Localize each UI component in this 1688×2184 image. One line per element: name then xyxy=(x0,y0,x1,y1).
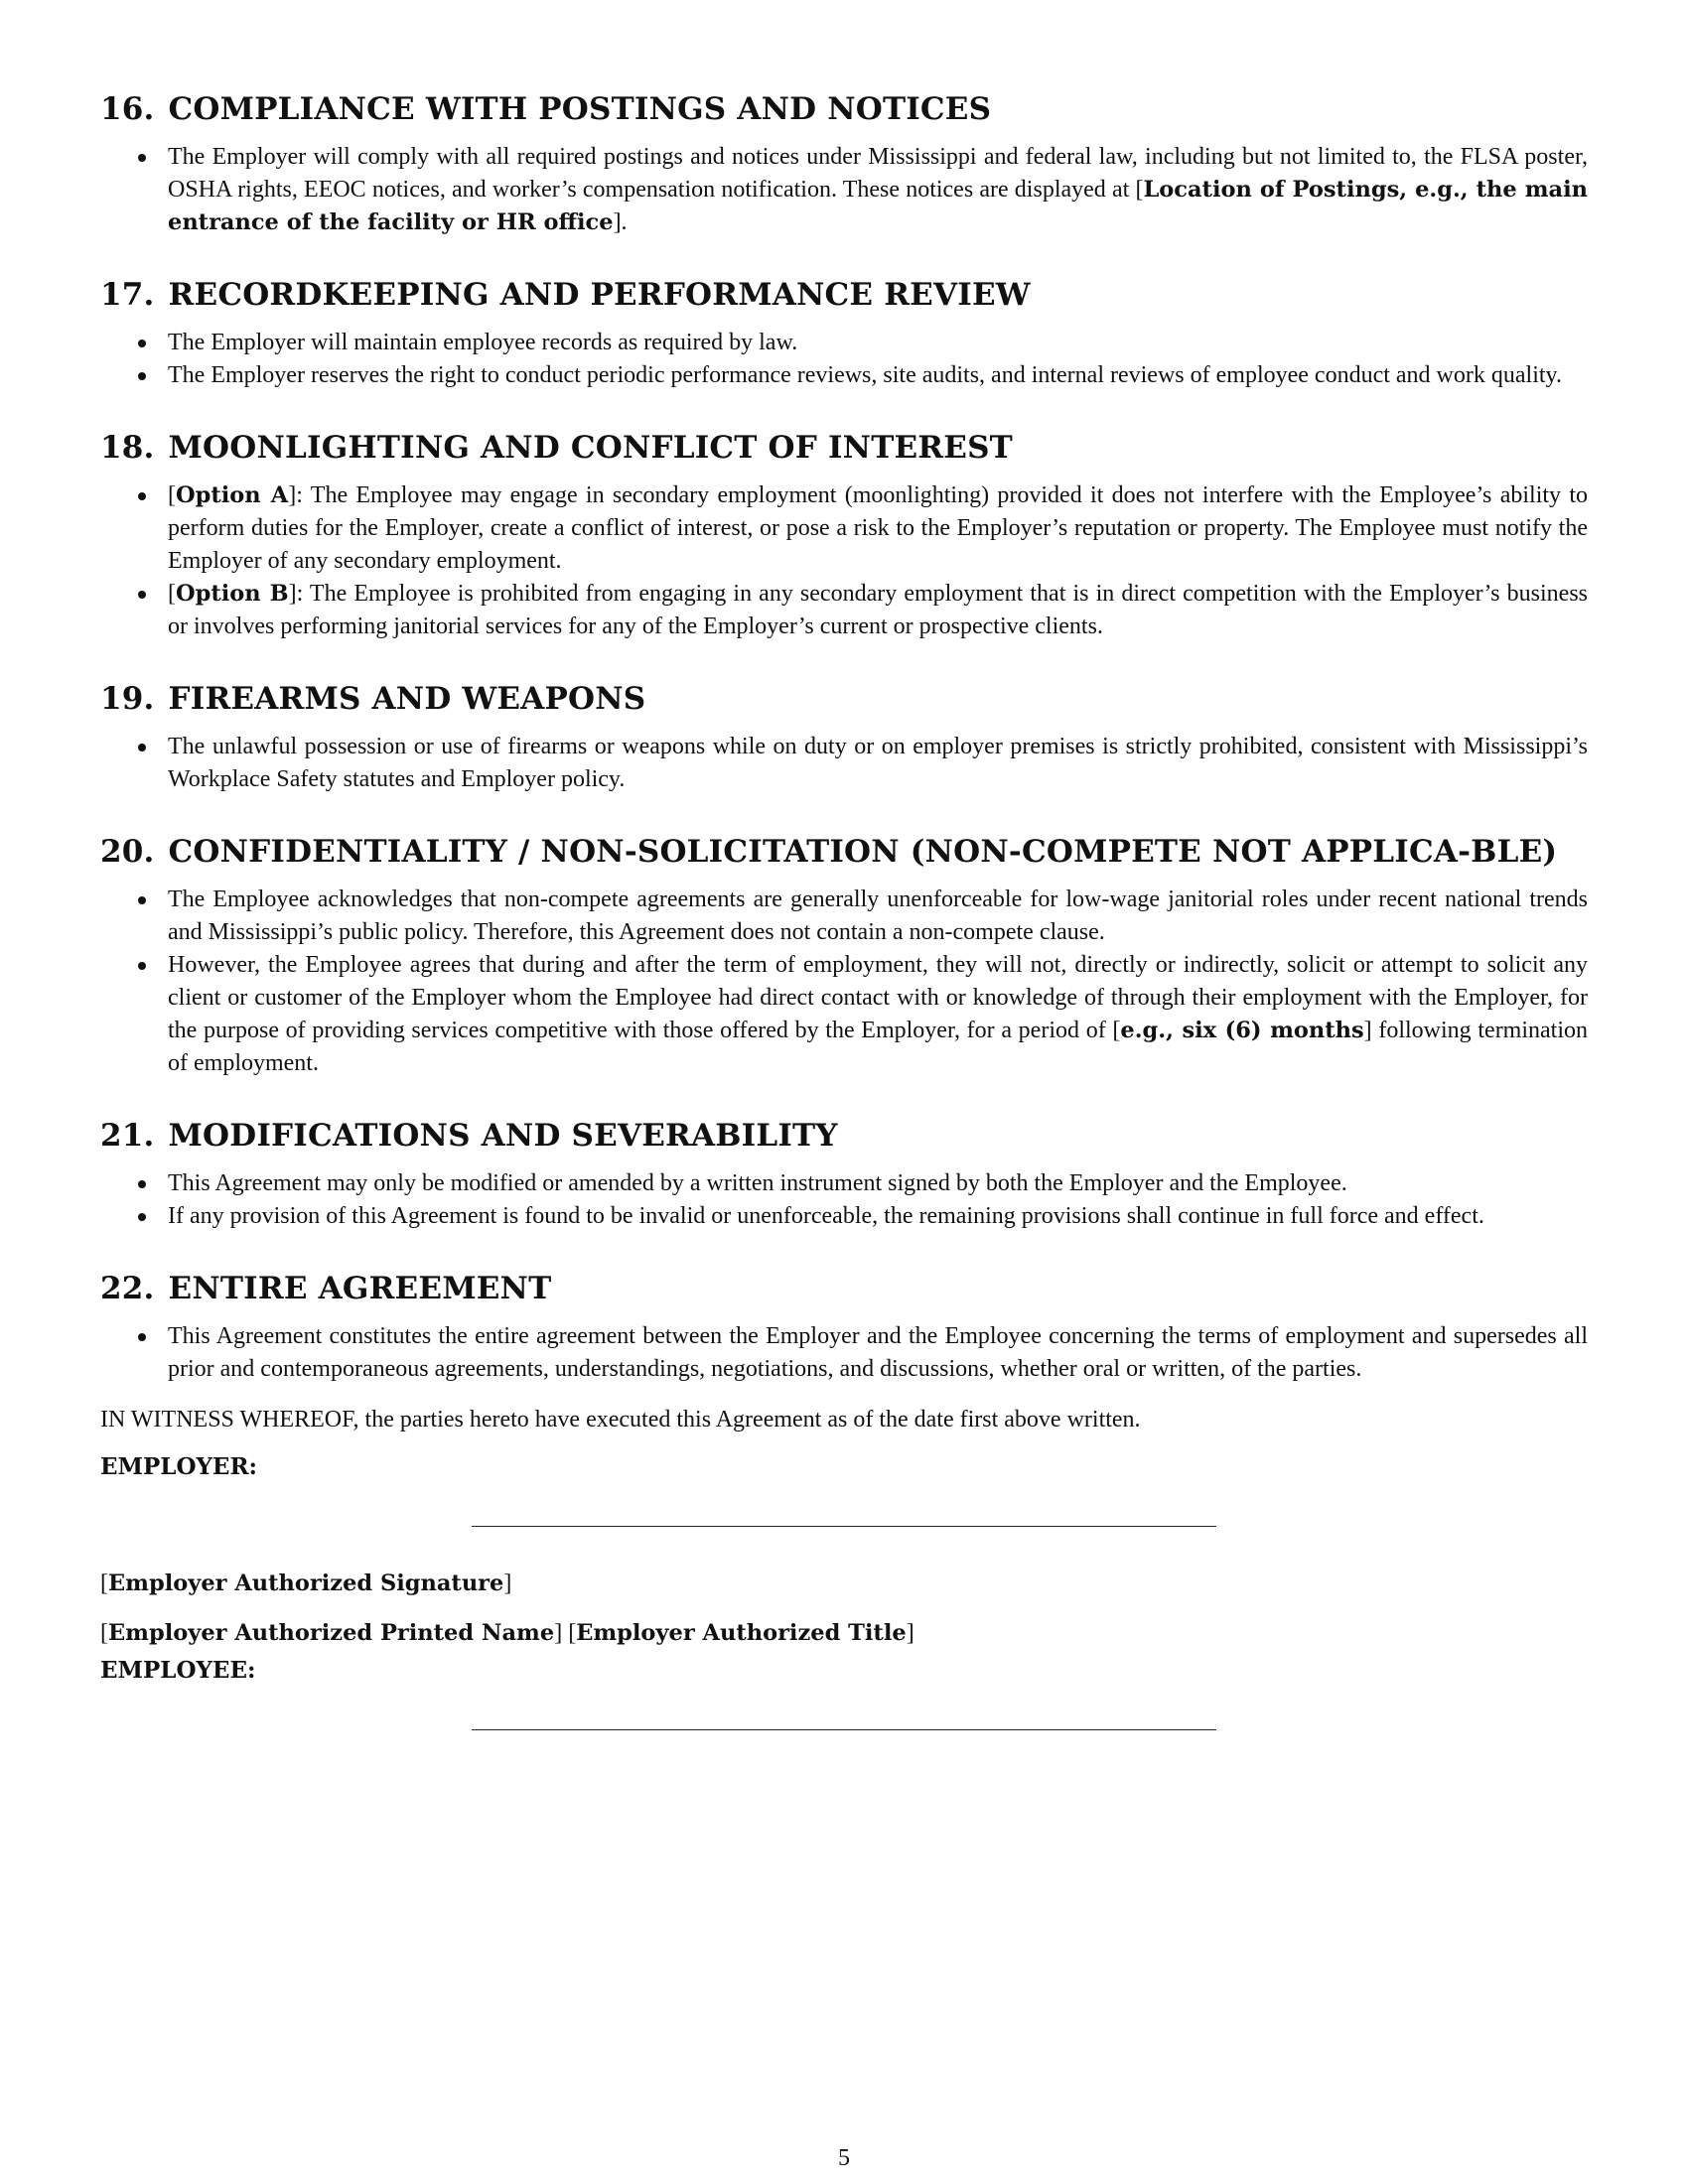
caption-bold-text: Employer Authorized Signature xyxy=(108,1570,504,1596)
section-20 xyxy=(100,834,1588,1080)
bullet-icon xyxy=(138,591,146,599)
page-number: 5 xyxy=(838,2145,850,2171)
document-page xyxy=(100,91,1588,1730)
bullet-bold-text: Location of Postings, e.g., the main entrance of the facility or HR office xyxy=(168,177,1588,235)
list-item xyxy=(100,731,1588,796)
bullet-icon xyxy=(138,340,146,347)
section-21 xyxy=(100,1118,1588,1233)
list-item xyxy=(100,578,1588,643)
bullet-text: This Agreement may only be modified or amended by a written instrument signed by both the Employer and the Employee. xyxy=(168,1170,1347,1196)
bullet-text: However, the Employee agrees that during and after the term of employment, they will not, directly or indirectly, solicit or attempt to solicit any client or customer of the Employer whom the Employee had direct contact with or knowledge of through their employment with the Employer, for the purpose of providing services competitive with those offered by the Employer, for a period of [ xyxy=(168,952,1588,1043)
caption-text: ] xyxy=(503,1570,512,1596)
bullet-list xyxy=(100,141,1588,239)
section-heading xyxy=(100,681,1588,717)
caption-text: [ xyxy=(100,1570,108,1596)
bullet-icon xyxy=(138,896,146,904)
bullet-text: If any provision of this Agreement is found to be invalid or unenforceable, the remaining provisions shall continue in full force and effect. xyxy=(168,1203,1484,1229)
list-item xyxy=(100,479,1588,578)
section-number: 16. xyxy=(100,91,155,127)
bullet-list xyxy=(100,1320,1588,1386)
list-item xyxy=(100,359,1588,392)
bullet-text: ]: The Employee may engage in secondary employment (moonlighting) provided it does not interfere with the Employee’s ability to perform duties for the Employer, create a conflict of interest, or pose a risk to the Employer’s reputation or property. The Employee must notify the Employer of any secondary employment. xyxy=(168,482,1588,574)
section-title: COMPLIANCE WITH POSTINGS AND NOTICES xyxy=(168,91,992,127)
witness-paragraph: IN WITNESS WHEREOF, the parties hereto have executed this Agreement as of the date first above written. xyxy=(100,1407,1141,1433)
section-number: 18. xyxy=(100,430,155,466)
employer-signature-caption xyxy=(100,1569,1588,1598)
section-number: 21. xyxy=(100,1118,155,1154)
section-number: 17. xyxy=(100,277,155,313)
section-title: RECORDKEEPING AND PERFORMANCE REVIEW xyxy=(168,277,1031,313)
bullet-text: [ xyxy=(168,482,176,508)
caption-text: [ xyxy=(100,1620,108,1646)
employee-signature-line[interactable] xyxy=(472,1729,1216,1730)
section-number: 20. xyxy=(100,834,155,870)
section-22 xyxy=(100,1271,1588,1386)
list-item xyxy=(100,1200,1588,1233)
bullet-icon xyxy=(138,492,146,500)
section-heading xyxy=(100,430,1588,466)
bullet-text: This Agreement constitutes the entire agreement between the Employer and the Employee concerning the terms of employment and supersedes all prior and contemporaneous agreements, understandings, negotiations, and discussions, whether oral or written, of the parties. xyxy=(168,1323,1588,1382)
caption-text: ] xyxy=(906,1620,914,1646)
bullet-list xyxy=(100,731,1588,796)
bullet-bold-text: e.g., six (6) months xyxy=(1120,1018,1364,1043)
bullet-list xyxy=(100,479,1588,643)
section-title: ENTIRE AGREEMENT xyxy=(168,1271,552,1306)
employer-name-title-caption xyxy=(100,1618,1588,1648)
bullet-bold-text: Option B xyxy=(176,581,289,607)
section-19 xyxy=(100,681,1588,796)
bullet-icon xyxy=(138,154,146,162)
section-title: CONFIDENTIALITY / NON-SOLICITATION (NON-COMPETE NOT APPLICA-BLE) xyxy=(168,834,1558,870)
employer-signature-line[interactable] xyxy=(472,1526,1216,1527)
bullet-text: ]. xyxy=(613,209,628,235)
list-item xyxy=(100,1167,1588,1200)
bullet-text: ]: The Employee is prohibited from engaging in any secondary employment that is in direct competition with the Employer’s business or involves performing janitorial services for any of the Employer’s current or prospective clients. xyxy=(168,581,1588,639)
bullet-text: The Employer reserves the right to conduct periodic performance reviews, site audits, and internal reviews of employee conduct and work quality. xyxy=(168,362,1562,388)
section-number: 22. xyxy=(100,1271,155,1306)
bullet-icon xyxy=(138,1333,146,1341)
bullet-list xyxy=(100,327,1588,392)
employer-label: EMPLOYER: xyxy=(100,1453,258,1480)
section-heading xyxy=(100,1271,1588,1306)
list-item xyxy=(100,141,1588,239)
section-heading xyxy=(100,1118,1588,1154)
caption-text: [ xyxy=(568,1620,577,1646)
bullet-icon xyxy=(138,372,146,380)
bullet-icon xyxy=(138,744,146,751)
section-heading xyxy=(100,91,1588,127)
bullet-list xyxy=(100,884,1588,1080)
bullet-icon xyxy=(138,1213,146,1221)
list-item xyxy=(100,1320,1588,1386)
section-18 xyxy=(100,430,1588,643)
caption-bold-text: Employer Authorized Title xyxy=(576,1620,907,1646)
caption-bold-text: Employer Authorized Printed Name xyxy=(108,1620,555,1646)
employee-label: EMPLOYEE: xyxy=(100,1657,256,1684)
bullet-list xyxy=(100,1167,1588,1233)
bullet-text: The unlawful possession or use of firearms or weapons while on duty or on employer premises is strictly prohibited, consistent with Mississippi’s Workplace Safety statutes and Employer policy. xyxy=(168,734,1588,792)
caption-text: ] xyxy=(554,1620,569,1646)
bullet-text: The Employee acknowledges that non-compete agreements are generally unenforceable for low-wage janitorial roles under recent national trends and Mississippi’s public policy. Therefore, this Agreement does not contain a non-compete clause. xyxy=(168,887,1588,945)
section-heading xyxy=(100,277,1588,313)
bullet-bold-text: Option A xyxy=(176,482,289,508)
section-title: MOONLIGHTING AND CONFLICT OF INTEREST xyxy=(168,430,1013,466)
bullet-text: ] following termination of employment. xyxy=(168,1018,1589,1076)
section-16 xyxy=(100,91,1588,239)
bullet-icon xyxy=(138,962,146,970)
list-item xyxy=(100,949,1588,1080)
section-title: MODIFICATIONS AND SEVERABILITY xyxy=(168,1118,838,1154)
bullet-text: The Employer will maintain employee records as required by law. xyxy=(168,330,798,355)
section-title: FIREARMS AND WEAPONS xyxy=(168,681,646,717)
list-item xyxy=(100,327,1588,359)
section-17 xyxy=(100,277,1588,392)
bullet-text: The Employer will comply with all required postings and notices under Mississippi and federal law, including but not limited to, the FLSA poster, OSHA rights, EEOC notices, and worker’s compensation notification. These notices are displayed at [ xyxy=(168,144,1588,203)
bullet-text: [ xyxy=(168,581,176,607)
list-item xyxy=(100,884,1588,949)
section-heading xyxy=(100,834,1588,870)
bullet-icon xyxy=(138,1180,146,1188)
section-number: 19. xyxy=(100,681,155,717)
